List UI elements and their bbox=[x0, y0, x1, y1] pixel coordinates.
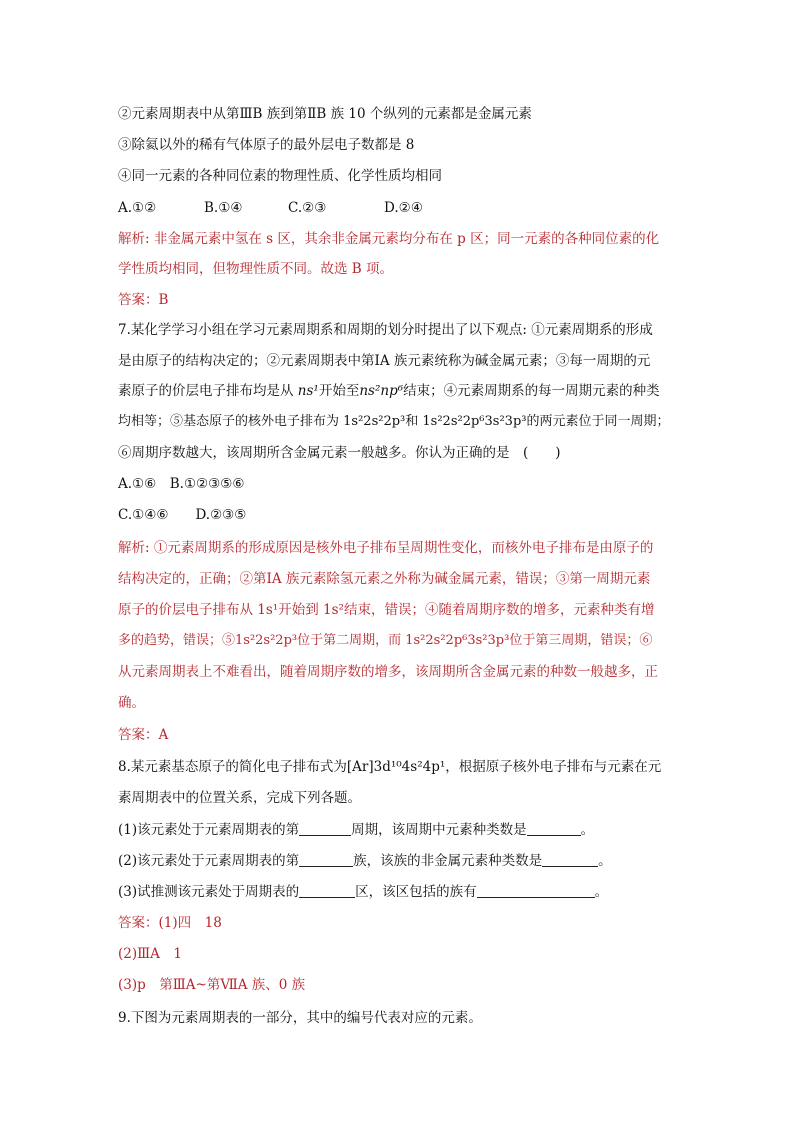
answer-blank[interactable] bbox=[527, 821, 581, 836]
q8-part-1 bbox=[118, 820, 684, 840]
q8-answer-2: (2)ⅢA 1 bbox=[118, 946, 182, 962]
q6-statement-2: ②元素周期表中从第ⅢB 族到第ⅡB 族 10 个纵列的元素都是金属元素 bbox=[118, 106, 532, 122]
q7-config-1: 1s²2s²2p³ bbox=[343, 414, 406, 429]
q7-line-5: ⑥周期序数越大，该周期所含金属元素一般越多。你认为正确的是 ( ) bbox=[118, 445, 561, 461]
q8-part-3-b: 区，该区包括的族有 bbox=[355, 884, 477, 900]
q6-option-d: D.②④ bbox=[384, 200, 423, 216]
q8-part-3-c: 。 bbox=[594, 884, 609, 900]
q7-options-cd: C.①④⑥ D.②③⑤ bbox=[118, 507, 247, 523]
q7-analysis-line-6: 确。 bbox=[118, 695, 145, 711]
q7-line-3-post: 结束；④元素周期系的每一周期元素的种类 bbox=[403, 383, 660, 399]
q6-option-c: C.②③ bbox=[288, 200, 327, 216]
q8-answer-3: (3)p 第ⅢA~第ⅦA 族、0 族 bbox=[118, 977, 306, 993]
q8-part-1-c: 。 bbox=[580, 822, 595, 838]
q8-part-2 bbox=[118, 851, 684, 871]
q7-answer: 答案：A bbox=[118, 727, 169, 743]
q7-line-4-pre: 均相等；⑤基态原子的核外电子排布为 bbox=[118, 414, 344, 429]
q7-line-4 bbox=[118, 412, 690, 432]
q7-analysis-line-2: 结构决定的，正确；②第ⅠA 族元素除氢元素之外称为碱金属元素，错误；③第一周期元素 bbox=[118, 571, 651, 587]
q6-option-b: B.①④ bbox=[204, 200, 243, 216]
answer-blank[interactable] bbox=[299, 883, 355, 898]
q6-statement-3: ③除氦以外的稀有气体原子的最外层电子数都是 8 bbox=[118, 137, 415, 153]
q7-options-ab: A.①⑥ B.①②③⑤⑥ bbox=[118, 476, 245, 492]
q8-answer-1: 答案：(1)四 18 bbox=[118, 915, 222, 931]
q7-config-2: 1s²2s²2p⁶3s²3p³ bbox=[422, 414, 527, 429]
q6-option-a: A.①② bbox=[118, 200, 157, 216]
q8-part-2-c: 。 bbox=[598, 853, 612, 869]
q7-line-4-and: 和 bbox=[405, 414, 423, 429]
q8-line-2: 素周期表中的位置关系，完成下列各题。 bbox=[118, 790, 361, 806]
answer-blank[interactable] bbox=[477, 883, 595, 898]
q8-part-3-a: (3)试推测该元素处于周期表的 bbox=[118, 884, 300, 900]
q9-line-1: 9.下图为元素周期表的一部分，其中的编号代表对应的元素。 bbox=[118, 1010, 482, 1026]
q6-analysis-line-1: 解析: 非金属元素中氢在 s 区，其余非金属元素均分布在 p 区；同一元素的各种同位素的化 bbox=[118, 231, 660, 247]
q8-part-1-a: (1)该元素处于元素周期表的第 bbox=[118, 822, 300, 838]
q7-line-3-mid: 开始至 bbox=[318, 383, 360, 399]
q7-line-4-post: 的两元素位于同一周期； bbox=[526, 414, 670, 429]
q7-ns1: ns¹ bbox=[297, 383, 319, 399]
q7-line-3-pre: 素原子的价层电子排布均是从 bbox=[118, 383, 298, 399]
q6-answer: 答案：B bbox=[118, 292, 169, 308]
q6-analysis-line-2: 学性质均相同，但物理性质不同。故选 B 项。 bbox=[118, 261, 394, 277]
q7-analysis-line-1: 解析: ①元素周期系的形成原因是核外电子排布呈周期性变化，而核外电子排布是由原子的 bbox=[118, 540, 654, 556]
q7-line-2: 是由原子的结构决定的；②元素周期表中第ⅠA 族元素统称为碱金属元素；③每一周期的元 bbox=[118, 353, 651, 369]
q6-options bbox=[118, 198, 684, 218]
q8-part-2-a: (2)该元素处于元素周期表的第 bbox=[118, 853, 300, 869]
answer-blank[interactable] bbox=[299, 821, 351, 836]
q8-line-1: 8.某元素基态原子的简化电子排布式为[Ar]3d¹⁰4s²4p¹，根据原子核外电子排布与元素在元 bbox=[118, 759, 662, 775]
answer-blank[interactable] bbox=[542, 852, 598, 867]
q7-line-1: 7.某化学学习小组在学习元素周期系和周期的划分时提出了以下观点: ①元素周期系的形成 bbox=[118, 322, 653, 338]
q7-line-3 bbox=[118, 381, 690, 401]
q7-analysis-line-4: 多的趋势，错误；⑤1s²2s²2p³位于第二周期，而 1s²2s²2p⁶3s²3p³位于第三周期，错误；⑥ bbox=[118, 633, 653, 648]
q7-analysis-line-5: 从元素周期表上不难看出，随着周期序数的增多，该周期所含金属元素的种数一般越多，正 bbox=[118, 664, 658, 680]
q6-statement-4: ④同一元素的各种同位素的物理性质、化学性质均相同 bbox=[118, 168, 442, 184]
q8-part-2-b: 族，该族的非金属元素种类数是 bbox=[353, 853, 543, 869]
answer-blank[interactable] bbox=[299, 852, 353, 867]
q7-analysis-line-3: 原子的价层电子排布从 1s¹开始到 1s²结束，错误；④随着周期序数的增多，元素种类有增 bbox=[118, 602, 655, 618]
q8-part-3 bbox=[118, 882, 684, 902]
q7-ns2np6: ns²np⁶ bbox=[359, 383, 404, 399]
q8-part-1-b: 周期，该周期中元素种类数是 bbox=[351, 822, 527, 838]
